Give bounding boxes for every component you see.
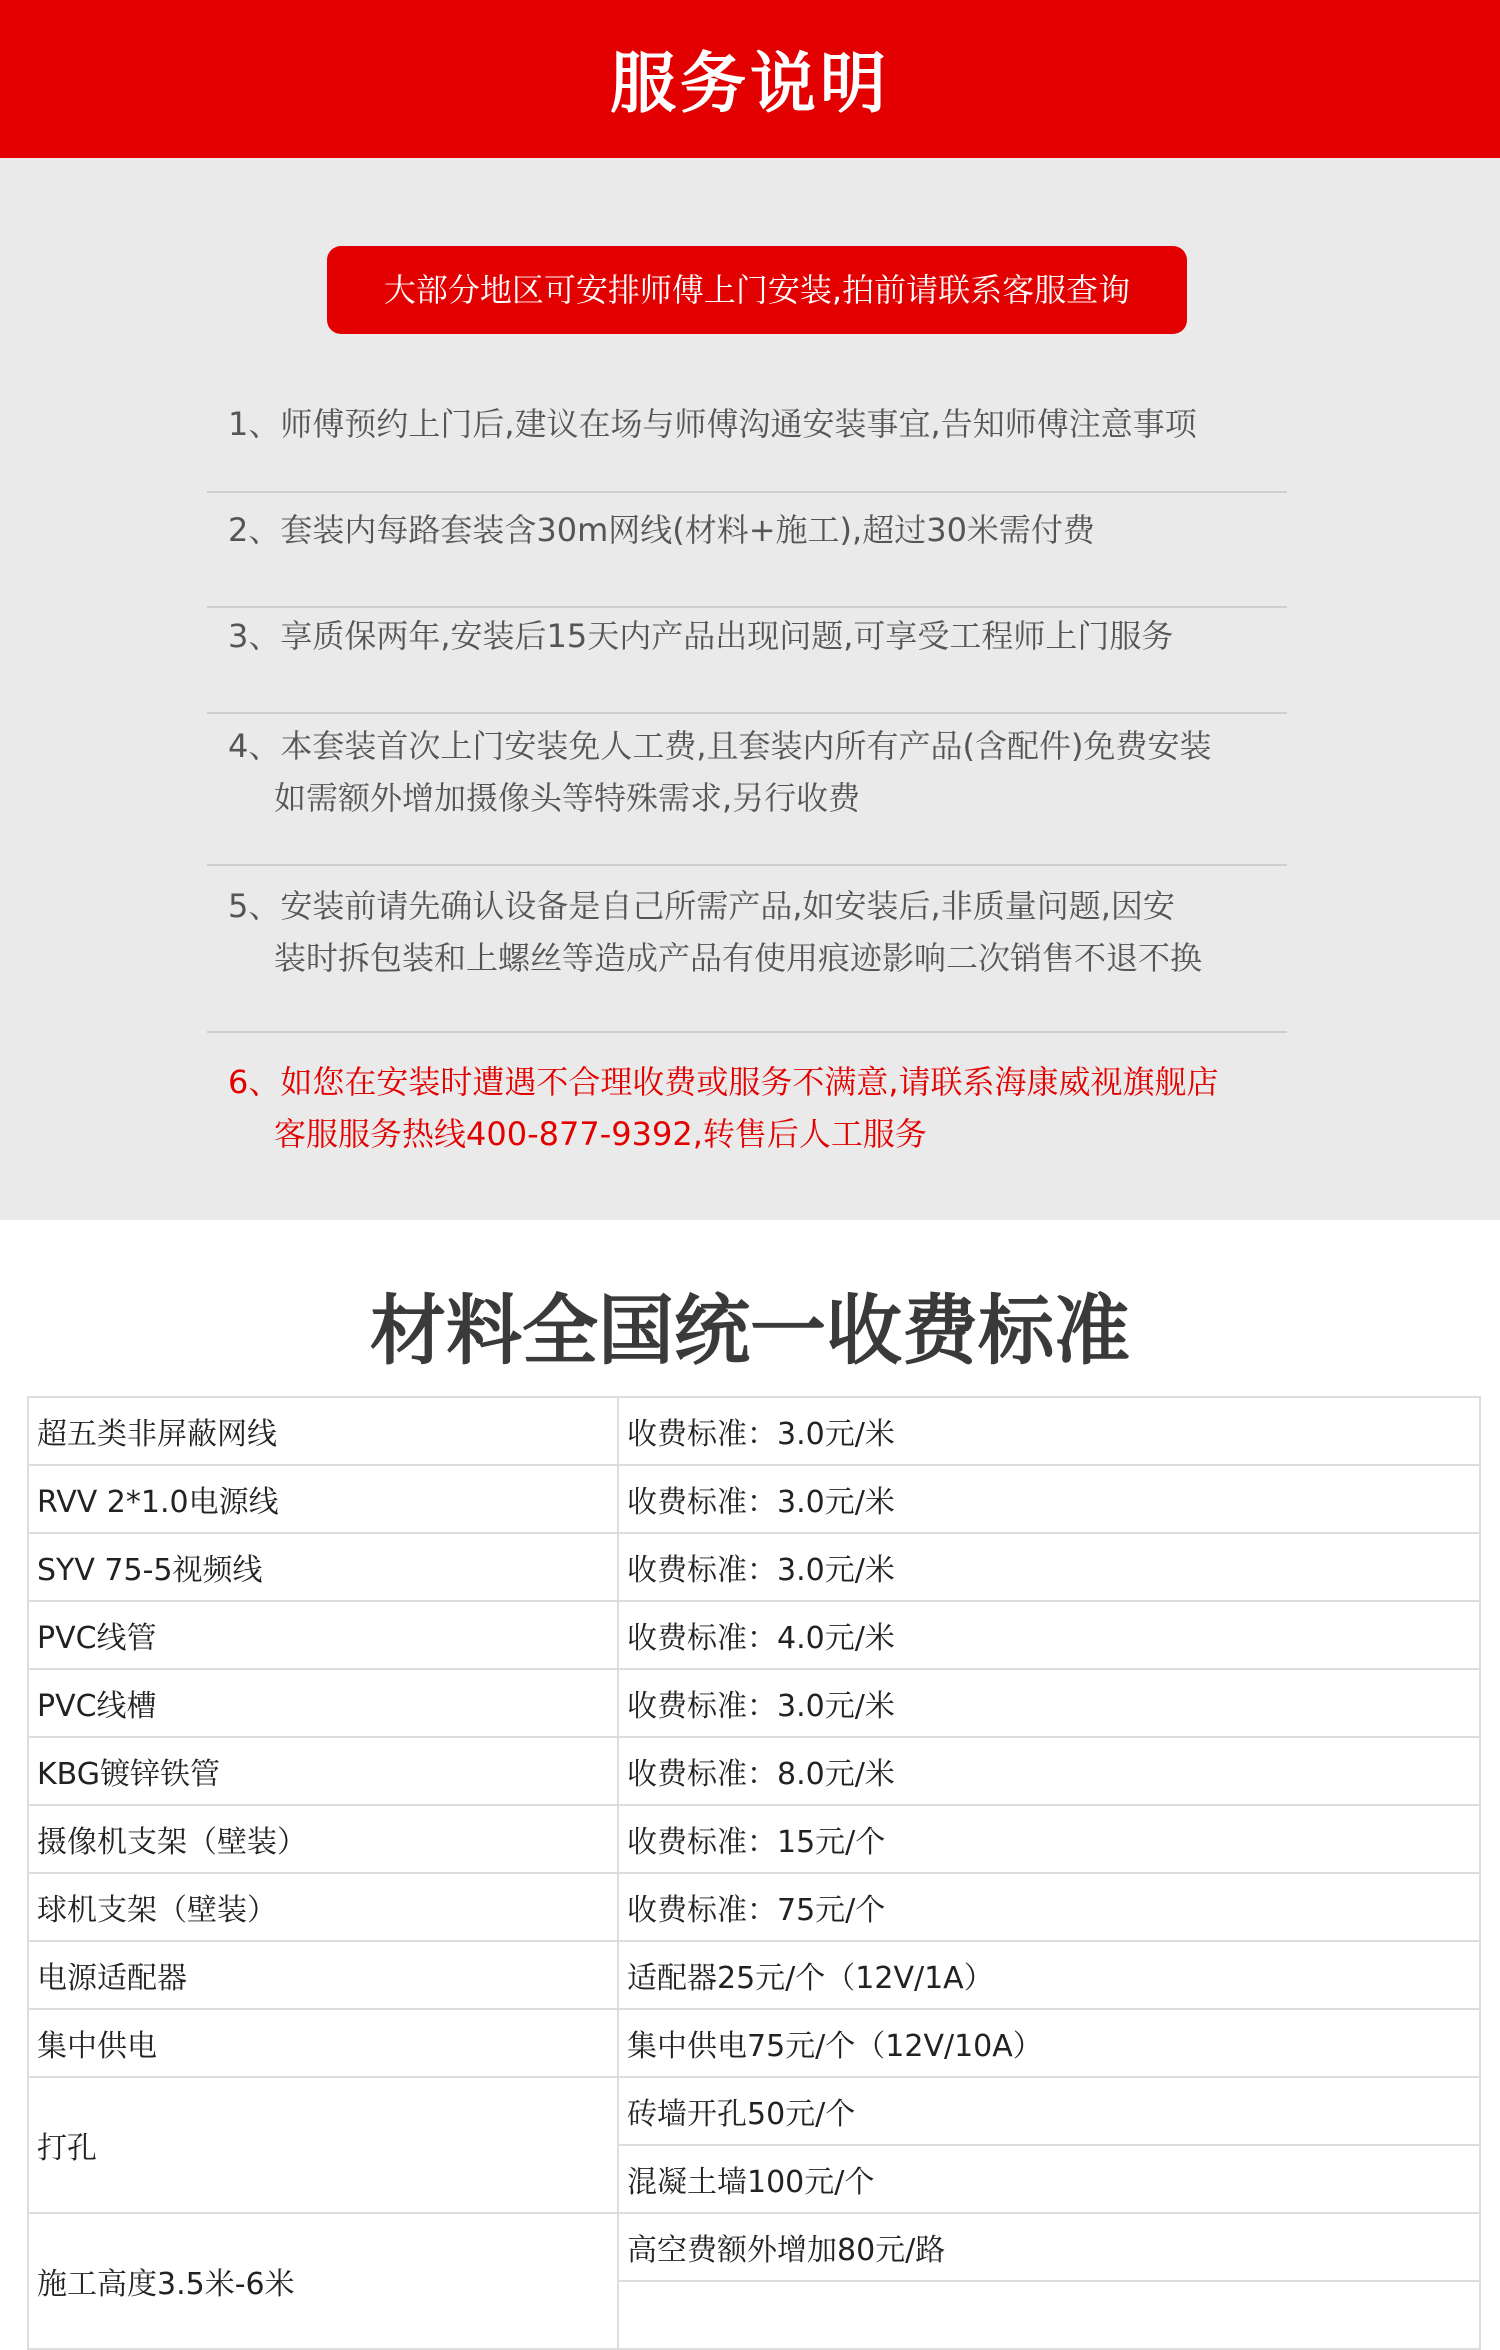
notice-banner: 大部分地区可安排师傅上门安装,拍前请联系客服查询 [327,246,1187,334]
service-item-text: 6、如您在安装时遭遇不合理收费或服务不满意,请联系海康威视旗舰店 [228,1063,1219,1101]
material-name: PVC线管 [28,1601,618,1669]
service-item-text: 2、套装内每路套装含30m网线(材料+施工),超过30米需付费 [228,511,1095,549]
material-name: 超五类非屏蔽网线 [28,1397,618,1465]
material-fee: 收费标准：3.0元/米 [618,1465,1480,1533]
service-header [0,0,1500,158]
divider [207,1031,1287,1033]
fee-table [27,1396,1481,2350]
table-row [28,2009,1480,2077]
material-fee: 高空费额外增加80元/路 [618,2213,1480,2281]
service-item-text: 3、享质保两年,安装后15天内产品出现问题,可享受工程师上门服务 [228,617,1174,655]
service-item-text: 装时拆包装和上螺丝等造成产品有使用痕迹影响二次销售不退不换 [274,939,1203,977]
table-row [28,1873,1480,1941]
material-fee: 收费标准：4.0元/米 [618,1601,1480,1669]
material-name: 打孔 [28,2077,618,2213]
material-fee: 收费标准：15元/个 [618,1805,1480,1873]
divider [207,491,1287,493]
divider [207,712,1287,714]
material-fee: 砖墙开孔50元/个 [618,2077,1480,2145]
table-row [28,1397,1480,1465]
table-row [28,1805,1480,1873]
material-fee: 收费标准：75元/个 [618,1873,1480,1941]
material-name: 摄像机支架（壁装） [28,1805,618,1873]
header-title: 服务说明 [610,45,890,122]
table-row [28,1601,1480,1669]
service-item-text: 5、安装前请先确认设备是自己所需产品,如安装后,非质量问题,因安 [228,887,1175,925]
table-row [28,1669,1480,1737]
material-name: RVV 2*1.0电源线 [28,1465,618,1533]
materials-section [0,1220,1500,2322]
material-fee: 混凝土墙100元/个 [618,2145,1480,2213]
table-row [28,1533,1480,1601]
material-fee: 收费标准：8.0元/米 [618,1737,1480,1805]
table-row [28,1941,1480,2009]
material-fee: 适配器25元/个（12V/1A） [618,1941,1480,2009]
service-item-text: 如需额外增加摄像头等特殊需求,另行收费 [274,779,861,817]
table-row [28,1465,1480,1533]
table-row [28,2077,1480,2145]
material-name: 电源适配器 [28,1941,618,2009]
material-name: SYV 75-5视频线 [28,1533,618,1601]
material-fee: 收费标准：3.0元/米 [618,1397,1480,1465]
table-row [28,1737,1480,1805]
material-fee: 收费标准：3.0元/米 [618,1533,1480,1601]
material-name: 球机支架（壁装） [28,1873,618,1941]
material-name: KBG镀锌铁管 [28,1737,618,1805]
material-name: PVC线槽 [28,1669,618,1737]
material-fee: 集中供电75元/个（12V/10A） [618,2009,1480,2077]
service-panel [0,158,1500,1220]
material-fee: 收费标准：3.0元/米 [618,1669,1480,1737]
materials-title: 材料全国统一收费标准 [370,1286,1130,1375]
divider [207,864,1287,866]
service-item-text: 客服服务热线400-877-9392,转售后人工服务 [274,1115,927,1153]
material-fee [618,2281,1480,2349]
material-name: 集中供电 [28,2009,618,2077]
service-item-text: 1、师傅预约上门后,建议在场与师傅沟通安装事宜,告知师傅注意事项 [228,405,1197,443]
service-item-text: 4、本套装首次上门安装免人工费,且套装内所有产品(含配件)免费安装 [228,727,1212,765]
material-name: 施工高度3.5米-6米 [28,2213,618,2349]
table-row [28,2213,1480,2281]
divider [207,606,1287,608]
